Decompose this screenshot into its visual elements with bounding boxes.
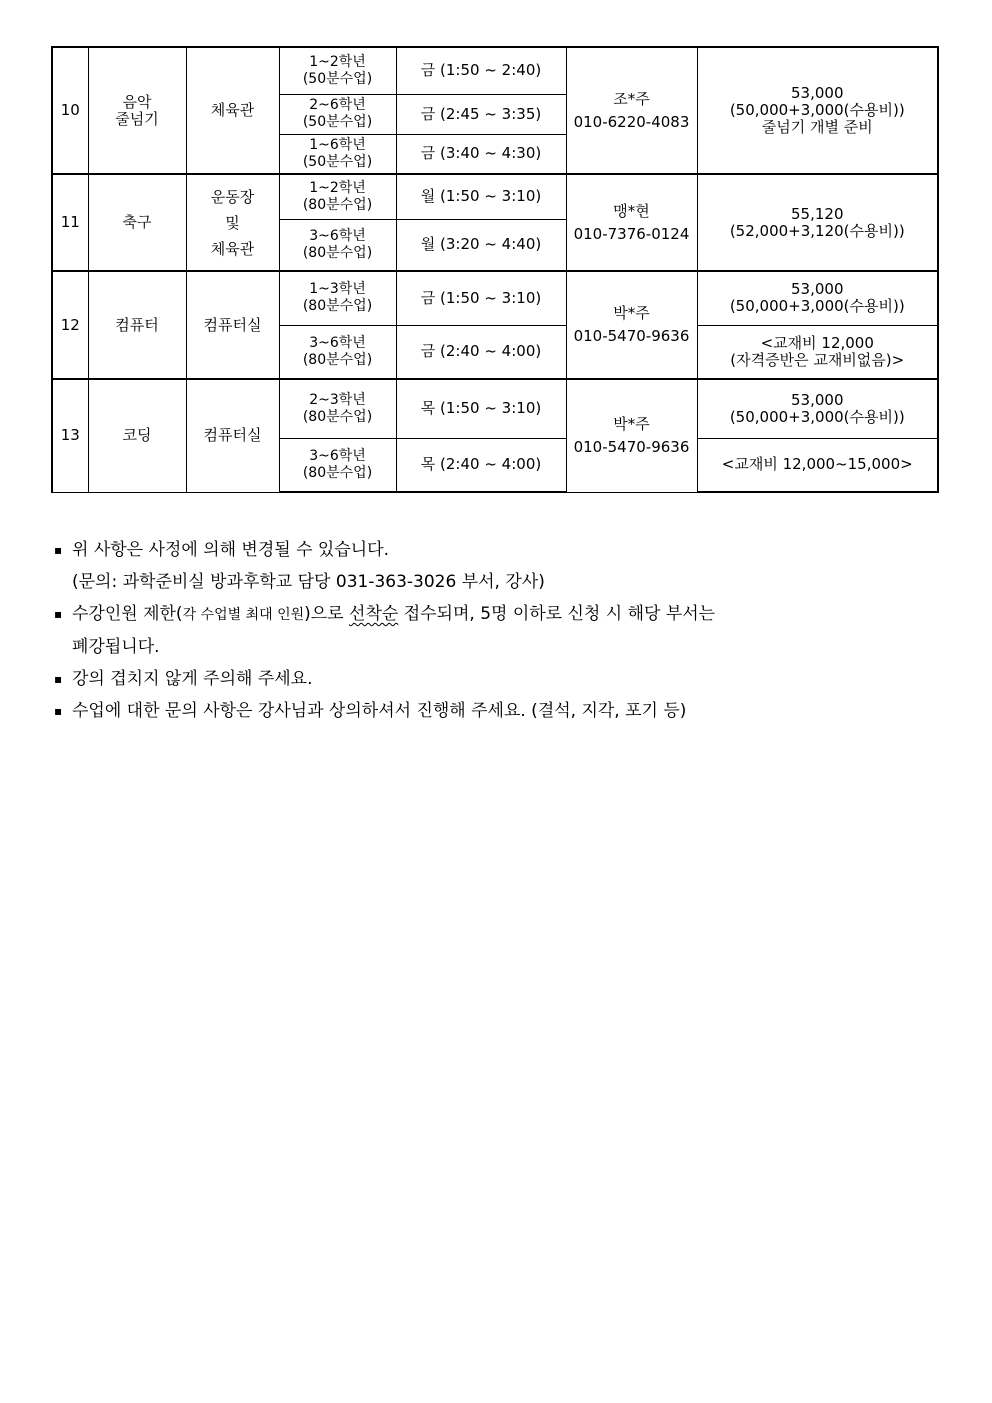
session-time: 금 (2:40 ~ 4:00) — [396, 325, 566, 379]
bullet-icon: ▪ — [54, 704, 63, 718]
table-row — [52, 47, 938, 94]
fee-cell: 53,000 (50,000+3,000(수용비)) 줄넘기 개별 준비 — [697, 47, 938, 174]
instructor-phone: 010-5470-9636 — [573, 437, 690, 456]
fee-cell: 55,120 (52,000+3,120(수용비)) — [697, 174, 938, 271]
instructor-cell — [566, 379, 697, 492]
textbook-fee-cell: <교재비 12,000~15,000> — [697, 438, 938, 492]
program-name: 코딩 — [88, 379, 186, 492]
instructor-name: 조*주 — [613, 89, 650, 108]
session-time: 금 (2:45 ~ 3:35) — [396, 94, 566, 134]
session-time: 금 (3:40 ~ 4:30) — [396, 134, 566, 174]
fee-cell: 53,000 (50,000+3,000(수용비)) — [697, 271, 938, 325]
note-subtext: (문의: 과학준비실 방과후학교 담당 031-363-3026 부서, 강사) — [72, 572, 545, 592]
session-grade: 2~6학년 (50분수업) — [279, 94, 396, 134]
note-text: 접수되며, 5명 이하로 신청 시 해당 부서는 — [398, 604, 716, 624]
textbook-fee-cell: <교재비 12,000 (자격증반은 교재비없음)> — [697, 325, 938, 379]
session-time: 금 (1:50 ~ 3:10) — [396, 271, 566, 325]
program-place: 컴퓨터실 — [186, 271, 279, 379]
table-row — [52, 379, 938, 438]
notes-section — [52, 534, 932, 727]
fee-cell: 53,000 (50,000+3,000(수용비)) — [697, 379, 938, 438]
program-number: 11 — [52, 174, 88, 271]
note-small-text: 각 수업별 최대 인원 — [182, 607, 305, 623]
program-place: 체육관 — [186, 47, 279, 174]
table-row — [52, 174, 938, 219]
note-text: 수강인원 제한( — [72, 604, 183, 624]
session-grade: 3~6학년 (80분수업) — [279, 219, 396, 271]
session-grade: 1~6학년 (50분수업) — [279, 134, 396, 174]
session-time: 금 (1:50 ~ 2:40) — [396, 47, 566, 94]
note-item — [52, 598, 932, 631]
note-text: 수업에 대한 문의 사항은 강사님과 상의하셔서 진행해 주세요. (결석, 지각, 포기 등) — [72, 701, 687, 721]
session-time: 월 (1:50 ~ 3:10) — [396, 174, 566, 219]
program-number: 10 — [52, 47, 88, 174]
instructor-name: 맹*현 — [613, 201, 650, 220]
session-grade: 2~3학년 (80분수업) — [279, 379, 396, 438]
instructor-phone: 010-7376-0124 — [573, 224, 690, 243]
instructor-name: 박*주 — [613, 414, 650, 433]
instructor-cell — [566, 174, 697, 271]
bullet-icon: ▪ — [54, 672, 63, 686]
session-grade: 3~6학년 (80분수업) — [279, 438, 396, 492]
program-schedule-table — [51, 46, 939, 493]
table-row — [52, 271, 938, 325]
session-time: 목 (1:50 ~ 3:10) — [396, 379, 566, 438]
program-name: 축구 — [88, 174, 186, 271]
note-text: 위 사항은 사정에 의해 변경될 수 있습니다. — [72, 540, 390, 560]
session-grade: 1~2학년 (50분수업) — [279, 47, 396, 94]
program-place: 컴퓨터실 — [186, 379, 279, 492]
session-time: 목 (2:40 ~ 4:00) — [396, 438, 566, 492]
program-number: 13 — [52, 379, 88, 492]
instructor-phone: 010-6220-4083 — [573, 112, 690, 131]
note-continuation: 폐강됩니다. — [72, 637, 160, 657]
session-time: 월 (3:20 ~ 4:40) — [396, 219, 566, 271]
session-grade: 3~6학년 (80분수업) — [279, 325, 396, 379]
bullet-icon: ▪ — [54, 543, 63, 557]
note-item — [52, 695, 932, 727]
program-place: 운동장 및 체육관 — [186, 174, 279, 271]
bullet-icon: ▪ — [54, 607, 63, 621]
note-emphasis: 선착순 — [349, 604, 399, 624]
instructor-name: 박*주 — [613, 304, 650, 322]
instructor-cell — [566, 271, 697, 379]
note-item — [52, 663, 932, 695]
note-text: 강의 겹치지 않게 주의해 주세요. — [72, 669, 313, 689]
session-grade: 1~3학년 (80분수업) — [279, 271, 396, 325]
note-item — [52, 534, 932, 566]
program-name: 음악 줄넘기 — [88, 47, 186, 174]
note-text: )으로 — [304, 604, 350, 624]
session-grade: 1~2학년 (80분수업) — [279, 174, 396, 219]
instructor-phone: 010-5470-9636 — [573, 327, 690, 345]
instructor-cell — [566, 47, 697, 174]
program-number: 12 — [52, 271, 88, 379]
program-name: 컴퓨터 — [88, 271, 186, 379]
